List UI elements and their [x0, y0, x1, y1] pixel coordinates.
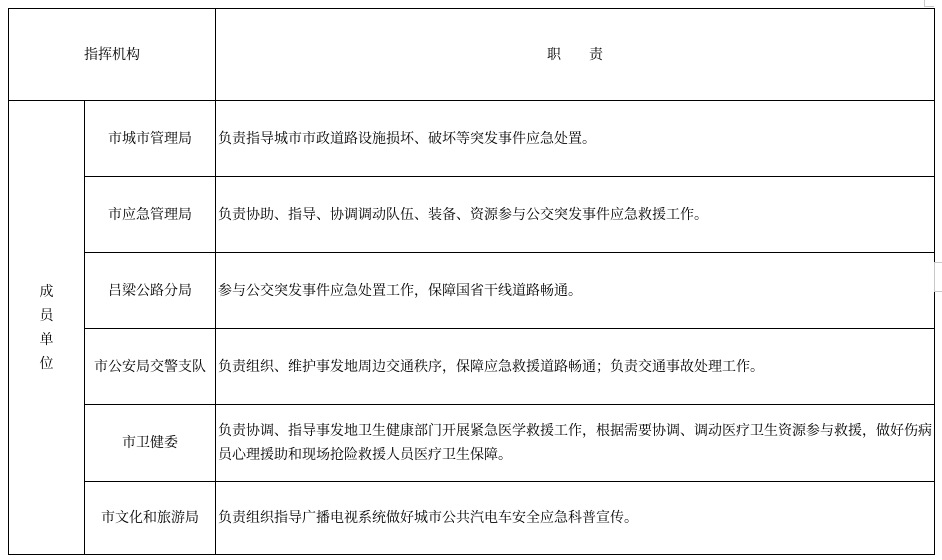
header-duty-cell: 职 责	[216, 9, 935, 101]
table-row	[9, 482, 935, 555]
page-corner-mark	[924, 0, 934, 7]
duty-text-cell: 参与公交突发事件应急处置工作，保障国省干线道路畅通。	[216, 253, 935, 329]
table-row	[9, 405, 935, 482]
duty-text-cell: 负责指导城市市政道路设施损坏、破坏等突发事件应急处置。	[216, 101, 935, 177]
unit-name-cell: 市应急管理局	[85, 177, 216, 253]
table-row	[9, 101, 935, 177]
group-char: 单	[39, 331, 54, 348]
duty-text-cell: 负责组织、维护事发地周边交通秩序，保障应急救援道路畅通；负责交通事故处理工作。	[216, 329, 935, 405]
header-org-cell: 指挥机构	[9, 9, 216, 101]
group-char: 员	[39, 307, 54, 324]
table-row	[9, 329, 935, 405]
unit-name-cell: 市公安局交警支队	[85, 329, 216, 405]
duty-text-cell: 负责协助、指导、协调调动队伍、装备、资源参与公交突发事件应急救援工作。	[216, 177, 935, 253]
unit-name-cell: 市文化和旅游局	[85, 482, 216, 555]
unit-name-cell: 市卫健委	[85, 405, 216, 482]
responsibility-table	[8, 8, 935, 555]
group-char: 成	[39, 283, 54, 300]
duty-text-cell: 负责协调、指导事发地卫生健康部门开展紧急医学救援工作，根据需要协调、调动医疗卫生资源参与救援，做好伤病员心理援助和现场抢险救援人员医疗卫生保障。	[216, 405, 935, 482]
table-header-row	[9, 9, 935, 101]
table-row	[9, 177, 935, 253]
group-char: 位	[39, 355, 54, 372]
table-row	[9, 253, 935, 329]
unit-name-cell: 吕梁公路分局	[85, 253, 216, 329]
duty-text-cell: 负责组织指导广播电视系统做好城市公共汽电车安全应急科普宣传。	[216, 482, 935, 555]
unit-name-cell: 市城市管理局	[85, 101, 216, 177]
page-edge-mark	[934, 262, 942, 292]
member-units-group-cell	[9, 101, 85, 555]
